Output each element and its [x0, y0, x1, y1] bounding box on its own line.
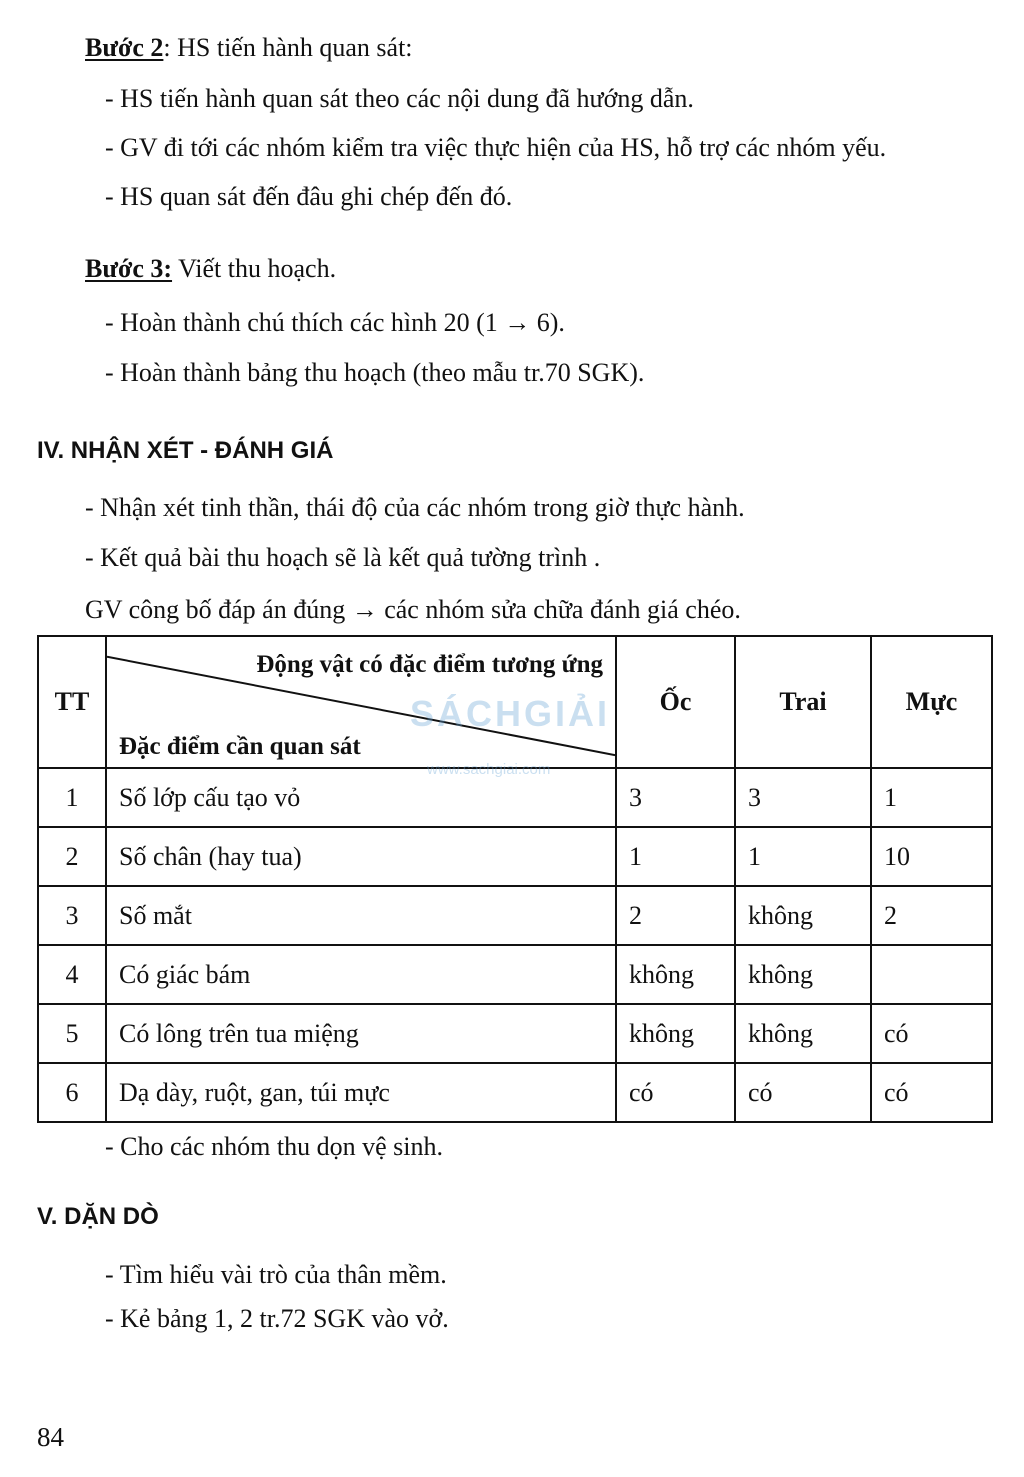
header-animals-label: Động vật có đặc điểm tương ứng	[256, 651, 603, 678]
step2-heading	[85, 33, 413, 63]
header-trai: Trai	[735, 636, 871, 768]
cell-trai: 3	[735, 768, 871, 827]
row-feature: Số chân (hay tua)	[106, 827, 616, 886]
header-tt: TT	[38, 636, 106, 768]
cell-oc: không	[616, 945, 735, 1004]
row-number: 4	[38, 945, 106, 1004]
section4-item-1: - Nhận xét tinh thần, thái độ của các nhóm trong giờ thực hành.	[85, 493, 745, 522]
cell-oc: 3	[616, 768, 735, 827]
cell-muc: 10	[871, 827, 992, 886]
section5-item-1: - Tìm hiểu vài trò của thân mềm.	[105, 1260, 447, 1289]
table-row	[38, 945, 992, 1004]
row-number: 6	[38, 1063, 106, 1122]
step3-item-2: - Hoàn thành bảng thu hoạch (theo mẫu tr.70 SGK).	[105, 358, 645, 387]
row-feature: Có lông trên tua miệng	[106, 1004, 616, 1063]
section5-item-2: - Kẻ bảng 1, 2 tr.72 SGK vào vở.	[105, 1304, 449, 1333]
header-features-label: Đặc điểm cần quan sát	[119, 733, 361, 760]
row-number: 1	[38, 768, 106, 827]
cell-oc: 2	[616, 886, 735, 945]
cell-muc: 1	[871, 768, 992, 827]
cell-muc: có	[871, 1004, 992, 1063]
cell-trai: không	[735, 1004, 871, 1063]
cell-trai: có	[735, 1063, 871, 1122]
step2-item-2: - GV đi tới các nhóm kiểm tra việc thực hiện của HS, hỗ trợ các nhóm yếu.	[105, 133, 887, 162]
row-feature: Số lớp cấu tạo vỏ	[106, 768, 616, 827]
row-number: 2	[38, 827, 106, 886]
section4-item-3: GV công bố đáp án đúng → các nhóm sửa chữa đánh giá chéo.	[85, 595, 741, 624]
row-feature: Dạ dày, ruột, gan, túi mực	[106, 1063, 616, 1122]
watermark-url: www.sachgiai.com	[427, 761, 551, 778]
step3-label: Bước 3:	[85, 254, 173, 283]
step3-text: Viết thu hoạch.	[172, 254, 337, 283]
cell-muc	[871, 945, 992, 1004]
watermark-logo: SÁCHGIẢI	[410, 693, 611, 734]
section-4-title: IV. NHẬN XÉT - ĐÁNH GIÁ	[37, 437, 334, 464]
cell-oc: không	[616, 1004, 735, 1063]
header-muc: Mực	[871, 636, 992, 768]
table-row	[38, 827, 992, 886]
after-table-note: - Cho các nhóm thu dọn vệ sinh.	[105, 1132, 443, 1161]
table-header-row	[38, 636, 992, 768]
table-row	[38, 1004, 992, 1063]
cell-trai: 1	[735, 827, 871, 886]
page-number: 84	[37, 1422, 64, 1452]
step3-heading	[85, 254, 336, 284]
table-row	[38, 886, 992, 945]
row-feature: Số mắt	[106, 886, 616, 945]
row-feature: Có giác bám	[106, 945, 616, 1004]
step3-item-1: - Hoàn thành chú thích các hình 20 (1 → 6).	[105, 308, 565, 337]
cell-trai: không	[735, 886, 871, 945]
header-diagonal-cell	[106, 636, 616, 768]
step2-item-3: - HS quan sát đến đâu ghi chép đến đó.	[105, 182, 513, 211]
cell-oc: có	[616, 1063, 735, 1122]
cell-trai: không	[735, 945, 871, 1004]
table-row	[38, 768, 992, 827]
step2-label: Bước 2	[85, 33, 164, 62]
observation-table	[37, 635, 993, 1123]
table-row	[38, 1063, 992, 1122]
header-oc: Ốc	[616, 636, 735, 768]
cell-muc: 2	[871, 886, 992, 945]
row-number: 3	[38, 886, 106, 945]
cell-muc: có	[871, 1063, 992, 1122]
cell-oc: 1	[616, 827, 735, 886]
section-5-title: V. DẶN DÒ	[37, 1203, 159, 1230]
section4-item-2: - Kết quả bài thu hoạch sẽ là kết quả tường trình .	[85, 543, 601, 572]
row-number: 5	[38, 1004, 106, 1063]
step2-text: : HS tiến hành quan sát:	[163, 33, 413, 62]
step2-item-1: - HS tiến hành quan sát theo các nội dung đã hướng dẫn.	[105, 84, 694, 113]
